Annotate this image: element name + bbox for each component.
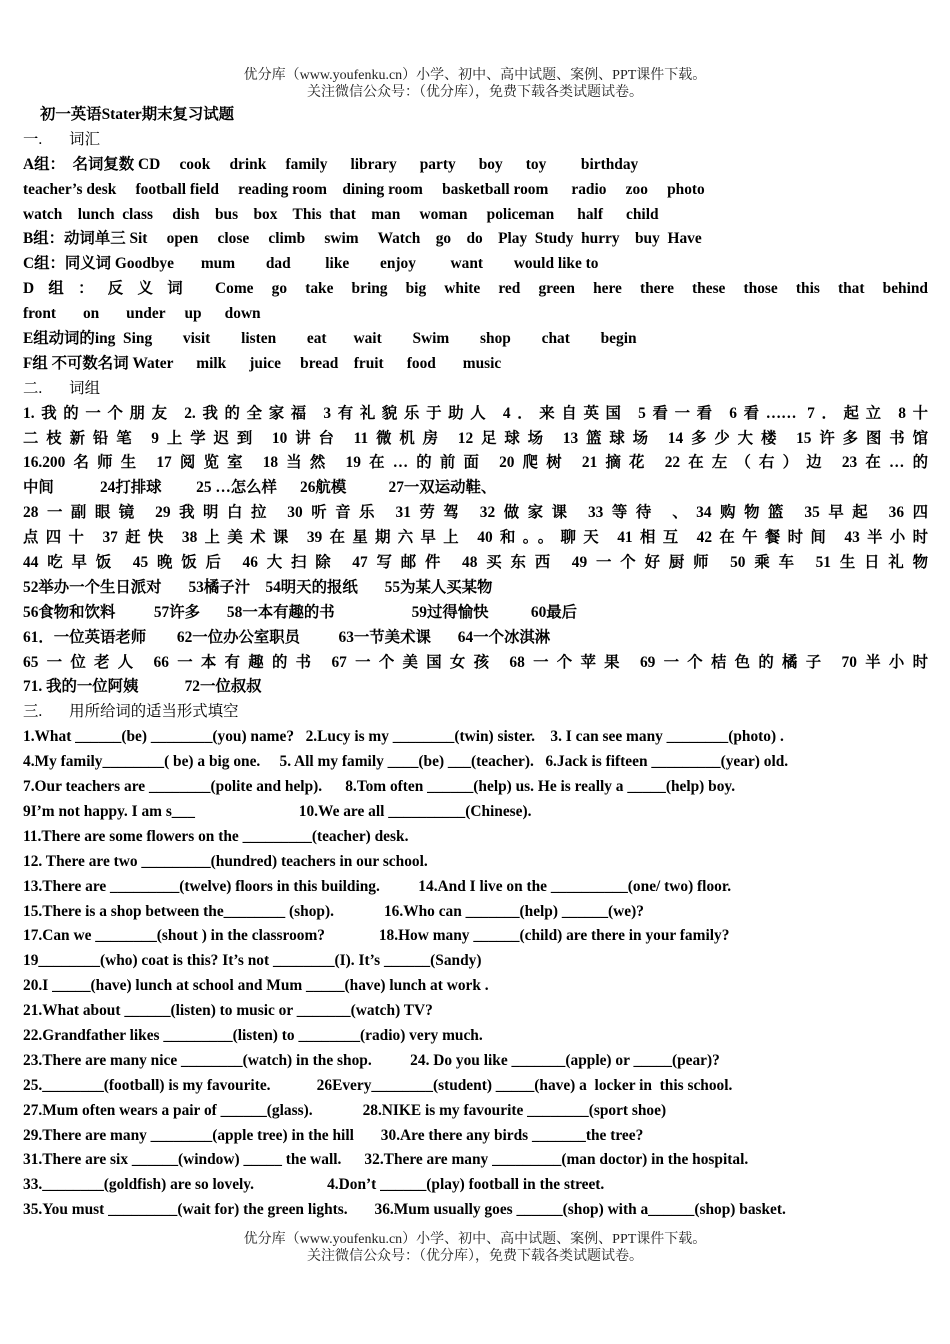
text-line: teacher’s desk football field reading room dining room basketball room radio zoo photo xyxy=(23,180,705,198)
text-line: 三. 用所给词的适当形式填空 xyxy=(23,703,239,721)
text-line: 7.Our teachers are ________(polite and help). 8.Tom often ______(help) us. He is really a _____(help) boy. xyxy=(23,778,736,796)
text-line: 4.My family________( be) a big one. 5. All my family ____(be) ___(teacher). 6.Jack is fifteen _________(year) old. xyxy=(23,753,789,771)
text-line: 35.You must _________(wait for) the green lights. 36.Mum usually goes ______(shop) with a______(shop) basket. xyxy=(23,1201,786,1219)
text-line: C组：同义词 Goodbye mum dad like enjoy want would like to xyxy=(23,255,599,273)
page-header xyxy=(0,67,950,101)
text-line: front on under up down xyxy=(23,305,261,323)
text-line: 1.What ______(be) ________(you) name? 2.Lucy is my ________(twin) sister. 3. I can see many ________(photo) . xyxy=(23,728,784,746)
text-line: 二枝新铅笔 9上学迟到 10讲台 11微机房 12足球场 13篮球场 14多少大楼 15许多图书馆 xyxy=(23,429,928,447)
text-line: 11.There are some flowers on the _________(teacher) desk. xyxy=(23,827,409,845)
text-line: 29.There are many ________(apple tree) in the hill 30.Are there any birds _______the tree? xyxy=(23,1126,644,1144)
text-line: 1.我的一个朋友 2.我的全家福 3有礼貌乐于助人 4．来自英国 5看一看 6看…… 7．起立 8十 xyxy=(23,404,928,422)
text-line: 9I’m not happy. I am s___ 10.We are all __________(Chinese). xyxy=(23,802,532,820)
text-line: 19________(who) coat is this? It’s not ________(I). It’s ______(Sandy) xyxy=(23,952,482,970)
text-line: 初一英语Stater期末复习试题 xyxy=(40,106,235,123)
footer-line-1: 优分库（www.youfenku.cn）小学、初中、高中试题、案例、PPT课件下载。 xyxy=(243,1232,707,1247)
text-line: 31.There are six ______(window) _____ the wall. 32.There are many _________(man doctor) in the hospital. xyxy=(23,1151,749,1169)
text-line: E组动词的ing Sing visit listen eat wait Swim shop chat begin xyxy=(23,330,637,348)
text-line: 12. There are two _________(hundred) teachers in our school. xyxy=(23,852,428,870)
header-line-2: 关注微信公众号：（优分库），免费下载各类试题试卷。 xyxy=(307,85,643,100)
text-line: 17.Can we ________(shout ) in the classroom? 18.How many ______(child) are there in your family? xyxy=(23,927,730,945)
text-line: 二. 词组 xyxy=(23,379,100,397)
text-line: B组：动词单三 Sit open close climb swim Watch go do Play Study hurry buy Have xyxy=(23,230,702,248)
header-line-1: 优分库（www.youfenku.cn）小学、初中、高中试题、案例、PPT课件下载。 xyxy=(243,68,707,83)
text-line: 21.What about ______(listen) to music or _______(watch) TV? xyxy=(23,1002,433,1020)
text-line: 点四十 37赶快 38上美术课 39在星期六早上 40和。。聊天 41相互 42在午餐时间 43半小时 xyxy=(23,529,928,547)
exam-body xyxy=(23,103,928,1223)
text-line: 25.________(football) is my favourite. 26Every________(student) _____(have) a locker in this school. xyxy=(23,1076,733,1094)
text-line: 一. 词汇 xyxy=(23,130,100,148)
page-footer xyxy=(0,1231,950,1265)
text-line: 23.There are many nice ________(watch) in the shop. 24. Do you like _______(apple) or _____(pear)? xyxy=(23,1051,720,1069)
text-line: 16.200名师生 17阅览室 18当然 19在…的前面 20爬树 21摘花 22在左（右）边 23在…的 xyxy=(23,454,928,472)
footer-line-2: 关注微信公众号：（优分库），免费下载各类试题试卷。 xyxy=(307,1249,643,1264)
text-line: 44吃早饭 45晚饭后 46大扫除 47写邮件 48买东西 49一个好厨师 50乘车 51生日礼物 xyxy=(23,554,928,572)
text-line: 71. 我的一位阿姨 72一位叔叔 xyxy=(23,678,262,696)
text-line: 65一位老人 66一本有趣的书 67一个美国女孩 68一个苹果 69一个桔色的橘子 70半小时 xyxy=(23,653,928,671)
text-line: 22.Grandfather likes _________(listen) to ________(radio) very much. xyxy=(23,1026,483,1044)
text-line: 28一副眼镜 29我明白拉 30听音乐 31劳驾 32做家课 33等待 、34购物篮 35早起 36四 xyxy=(23,504,928,522)
text-line: 61．一位英语老师 62一位办公室职员 63一节美术课 64一个冰淇淋 xyxy=(23,628,551,646)
text-line: 20.I _____(have) lunch at school and Mum _____(have) lunch at work . xyxy=(23,977,489,995)
text-line: 13.There are _________(twelve) floors in this building. 14.And I live on the __________(one/ two) floor. xyxy=(23,877,732,895)
text-line: 15.There is a shop between the________ (shop). 16.Who can _______(help) ______(we)? xyxy=(23,902,644,920)
text-line: A组： 名词复数 CD cook drink family library party boy toy birthday xyxy=(23,155,639,173)
text-line: 中间 24打排球 25 …怎么样 26航模 27一双运动鞋、 xyxy=(23,479,497,497)
text-line: 27.Mum often wears a pair of ______(glass). 28.NIKE is my favourite ________(sport shoe) xyxy=(23,1101,667,1119)
text-line: 56食物和饮料 57许多 58一本有趣的书 59过得愉快 60最后 xyxy=(23,603,578,621)
text-line: D组：反义词 Come go take bring big white red green here there these those this that behind xyxy=(23,280,928,298)
text-line: 33.________(goldfish) are so lovely. 4.Don’t ______(play) football in the street. xyxy=(23,1176,605,1194)
text-line: 52举办一个生日派对 53橘子汁 54明天的报纸 55为某人买某物 xyxy=(23,578,493,596)
text-line: F组 不可数名词 Water milk juice bread fruit food music xyxy=(23,354,502,372)
text-line: watch lunch class dish bus box This that man woman policeman half child xyxy=(23,205,659,223)
